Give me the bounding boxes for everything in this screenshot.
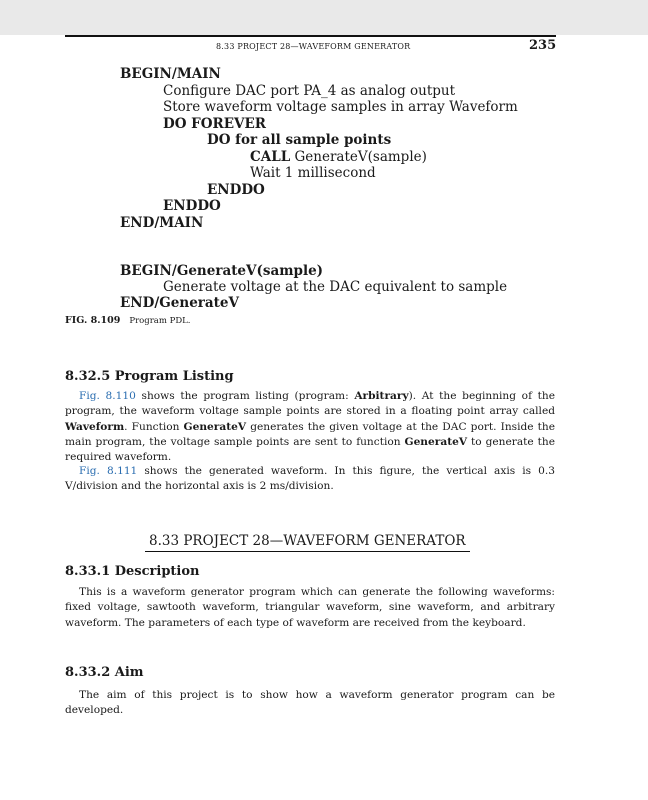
pdl-line: Store waveform voltage samples in array Waveform (163, 99, 518, 115)
section-heading-8-33-2: 8.33.2 Aim (65, 665, 144, 680)
paragraph (65, 389, 555, 465)
text: to generate the required waveform. (65, 435, 555, 464)
text: The aim of this project is to show how a waveform generator program can be developed. (65, 689, 555, 717)
text: shows the generated waveform. In this figure, the vertical axis is 0.3 V/division and the horizontal axis is 2 ms/division. (65, 465, 555, 493)
pdl-line: Generate voltage at the DAC equivalent to sample (163, 279, 508, 295)
text: generates the given voltage at the DAC port. Inside the main program, the voltage sample points are sent to function (65, 420, 555, 448)
pdl-keyword: CALL (250, 149, 291, 165)
text: ). At the beginning of the program, the waveform voltage sample points are stored in a floating point array called (65, 390, 555, 418)
figure-caption (65, 315, 191, 326)
paragraph (65, 688, 555, 719)
pdl-line: ENDDO (207, 182, 265, 198)
page-number: 235 (529, 38, 557, 53)
pdl-line: ENDDO (163, 198, 221, 214)
text: GenerateV (183, 420, 247, 433)
paragraph (65, 585, 555, 631)
text: . Function (124, 420, 184, 433)
figure-label: FIG. 8.109 (65, 315, 121, 326)
pdl-line: BEGIN/GenerateV(sample) (120, 263, 324, 279)
figure-caption-text: Program PDL. (129, 316, 191, 326)
pdl-line (250, 149, 427, 165)
pdl-line: BEGIN/MAIN (120, 66, 221, 82)
paragraph (65, 464, 555, 495)
pdl-line: Wait 1 millisecond (250, 165, 376, 181)
section-heading-8-33-1: 8.33.1 Description (65, 564, 200, 579)
pdl-call-target: GenerateV(sample) (294, 149, 427, 165)
text: GenerateV (404, 435, 468, 448)
figure-link[interactable]: Fig. 8.111 (79, 465, 138, 477)
page-edge (0, 0, 648, 35)
pdl-line: END/GenerateV (120, 295, 239, 311)
section-title: 8.33 PROJECT 28—WAVEFORM GENERATOR (145, 533, 470, 552)
running-header: 8.33 PROJECT 28—WAVEFORM GENERATOR (216, 42, 411, 51)
header-rule (65, 35, 556, 37)
text: This is a waveform generator program which can generate the following waveforms: fixed voltage, sawtooth waveform, triangular waveform, sine waveform, and arbitrary waveform. The parameters of each type of waveform are received from the keyboard. (65, 586, 555, 629)
section-heading-8-32-5: 8.32.5 Program Listing (65, 369, 234, 384)
pdl-line: DO FOREVER (163, 116, 267, 132)
text: Arbitrary (354, 390, 409, 402)
pdl-line: END/MAIN (120, 215, 204, 231)
pdl-line: DO for all sample points (207, 132, 392, 148)
pdl-line: Configure DAC port PA_4 as analog output (163, 83, 456, 99)
figure-link[interactable]: Fig. 8.110 (79, 390, 136, 402)
text: Waveform (65, 420, 125, 433)
text: shows the program listing (program: (135, 390, 355, 402)
